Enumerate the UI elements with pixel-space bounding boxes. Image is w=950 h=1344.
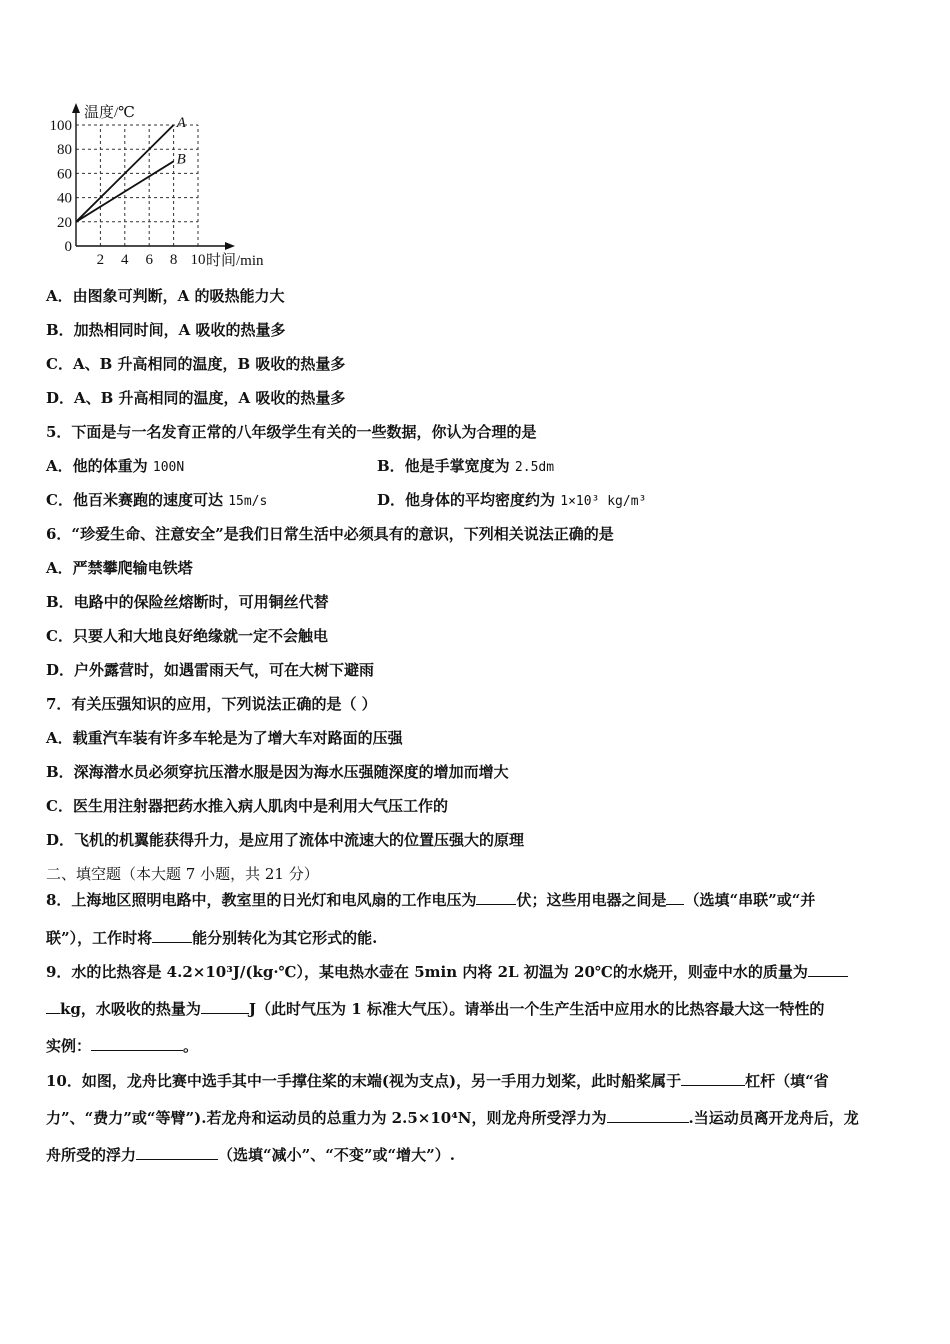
- q6-option-d: D．户外露营时，如遇雷雨天气，可在大树下避雨: [46, 661, 375, 679]
- q8-blank-voltage[interactable]: [476, 890, 516, 905]
- q5-stem: 5．下面是与一名发育正常的八年级学生有关的一些数据，你认为合理的是: [46, 423, 537, 441]
- q10-text-6: （选填“减小”、“不变”或“增大”）.: [218, 1146, 456, 1164]
- q7-option-d: D．飞机的机翼能获得升力，是应用了流体中流速大的位置压强大的原理: [46, 831, 525, 849]
- x-axis-label: 时间/min: [206, 253, 264, 269]
- q10-text-5: 舟所受的浮力: [46, 1146, 137, 1164]
- chart-grid: [76, 125, 198, 246]
- y-tick-label-0: 0: [64, 239, 72, 255]
- y-tick-label-80: 80: [57, 142, 72, 159]
- x-tick-label-8: 8: [169, 252, 178, 268]
- q9-blank-example[interactable]: [91, 1036, 183, 1051]
- q10-line-1: [46, 1071, 829, 1091]
- q4-option-c: C．A、B 升高相同的温度，B 吸收的热量多: [46, 355, 346, 373]
- q5-option-b: [377, 456, 554, 478]
- q9-blank-mass-b[interactable]: [46, 999, 60, 1014]
- q5-option-d-value: 1×10³ kg/m³: [560, 494, 647, 509]
- q10-blank-change[interactable]: [136, 1145, 218, 1160]
- y-axis-arrow: [72, 103, 80, 113]
- q4-option-b: B．加热相同时间，A 吸收的热量多: [46, 321, 286, 339]
- chart-series: [76, 115, 187, 222]
- q5-option-a-label: A．他的体重为: [46, 457, 148, 475]
- q10-line-2: [46, 1108, 859, 1128]
- section-heading-fill-in: 二、填空题（本大题 7 小题，共 21 分）: [46, 865, 319, 883]
- y-axis-label: 温度/℃: [84, 105, 135, 121]
- q9-text-4: 实例：: [46, 1037, 92, 1055]
- temperature-time-chart: [30, 96, 290, 276]
- q9-blank-mass-a[interactable]: [808, 962, 848, 977]
- q5-option-b-value: 2.5dm: [514, 460, 555, 475]
- y-tick-label-40: 40: [57, 190, 72, 207]
- q8-text-1: 8．上海地区照明电路中，教室里的日光灯和电风扇的工作电压为: [46, 891, 477, 909]
- q8-line-1: [46, 890, 815, 910]
- x-tick-label-10: 10: [190, 252, 206, 268]
- q5-option-d: [377, 490, 646, 512]
- q9-text-5: 。: [183, 1037, 199, 1055]
- y-tick-label-20: 20: [57, 214, 72, 231]
- series-label-b: B: [176, 151, 186, 168]
- chart-labels: [50, 103, 265, 269]
- q9-line-1: [46, 962, 848, 982]
- q8-text-4: 联”），工作时将: [46, 929, 153, 947]
- q5-option-c-value: 15m/s: [228, 494, 268, 509]
- q10-text-2: 杠杆（填“省: [745, 1072, 829, 1090]
- q8-text-5: 能分别转化为其它形式的能.: [192, 929, 378, 947]
- q8-blank-connection[interactable]: [666, 890, 684, 905]
- q6-option-c: C．只要人和大地良好绝缘就一定不会触电: [46, 627, 328, 645]
- q9-text-3: J（此时气压为 1 标准大气压）。请举出一个生产生活中应用水的比热容最大这一特性的: [248, 1000, 825, 1018]
- q8-text-2: 伏；这些用电器之间是: [516, 891, 667, 909]
- q9-line-3: [46, 1036, 198, 1056]
- q9-text-2: kg，水吸收的热量为: [60, 1000, 201, 1018]
- q4-option-d: D．A、B 升高相同的温度，A 吸收的热量多: [46, 389, 346, 407]
- q5-option-b-label: B．他是手掌宽度为: [377, 457, 510, 475]
- q10-text-3: 力”、“费力”或“等臂”).若龙舟和运动员的总重力为 2.5×10⁴N，则龙舟所受浮力为: [46, 1109, 607, 1127]
- q5-option-a: [46, 456, 184, 478]
- q9-line-2: [46, 999, 824, 1019]
- series-line-b: [76, 161, 174, 222]
- y-tick-label-100: 100: [49, 118, 72, 134]
- q5-option-a-value: 100N: [152, 460, 185, 475]
- q5-option-c-label: C．他百米赛跑的速度可达: [46, 491, 223, 509]
- q9-blank-heat[interactable]: [201, 999, 249, 1014]
- q5-option-c: [46, 490, 267, 512]
- q8-line-2: [46, 928, 377, 948]
- q10-text-1: 10．如图，龙舟比赛中选手其中一手撑住桨的末端(视为支点)，另一手用力划桨，此时船桨属于: [46, 1072, 682, 1090]
- q7-stem: 7．有关压强知识的应用，下列说法正确的是（ ）: [46, 695, 377, 713]
- q9-text-1: 9．水的比热容是 4.2×10³J/(kg·℃），某电热水壶在 5min 内将 2L 初温为 20℃的水烧开，则壶中水的质量为: [46, 963, 808, 981]
- q6-option-a: A．严禁攀爬输电铁塔: [46, 559, 193, 577]
- q5-option-d-label: D．他身体的平均密度约为: [377, 491, 556, 509]
- q6-option-b: B．电路中的保险丝熔断时，可用铜丝代替: [46, 593, 329, 611]
- x-axis-arrow: [225, 242, 235, 250]
- x-tick-label-2: 2: [96, 252, 105, 268]
- x-tick-label-4: 4: [121, 252, 129, 268]
- q10-text-4: .当运动员离开龙舟后，龙: [688, 1109, 859, 1127]
- q7-option-b: B．深海潜水员必须穿抗压潜水服是因为海水压强随深度的增加而增大: [46, 763, 509, 781]
- q4-option-a: A．由图象可判断，A 的吸热能力大: [46, 287, 285, 305]
- q7-option-a: A．载重汽车装有许多车轮是为了增大车对路面的压强: [46, 729, 403, 747]
- q7-option-c: C．医生用注射器把药水推入病人肌肉中是利用大气压工作的: [46, 797, 448, 815]
- series-label-a: A: [176, 115, 186, 131]
- q8-text-3: （选填“串联”或“并: [684, 891, 816, 909]
- q10-line-3: [46, 1145, 455, 1165]
- x-tick-label-6: 6: [145, 252, 153, 268]
- q10-blank-lever[interactable]: [681, 1071, 745, 1086]
- q6-stem: 6．“珍爱生命、注意安全”是我们日常生活中必须具有的意识，下列相关说法正确的是: [46, 525, 614, 543]
- q10-blank-buoyancy[interactable]: [607, 1108, 689, 1123]
- y-tick-label-60: 60: [57, 166, 72, 183]
- q8-blank-energy[interactable]: [152, 928, 192, 943]
